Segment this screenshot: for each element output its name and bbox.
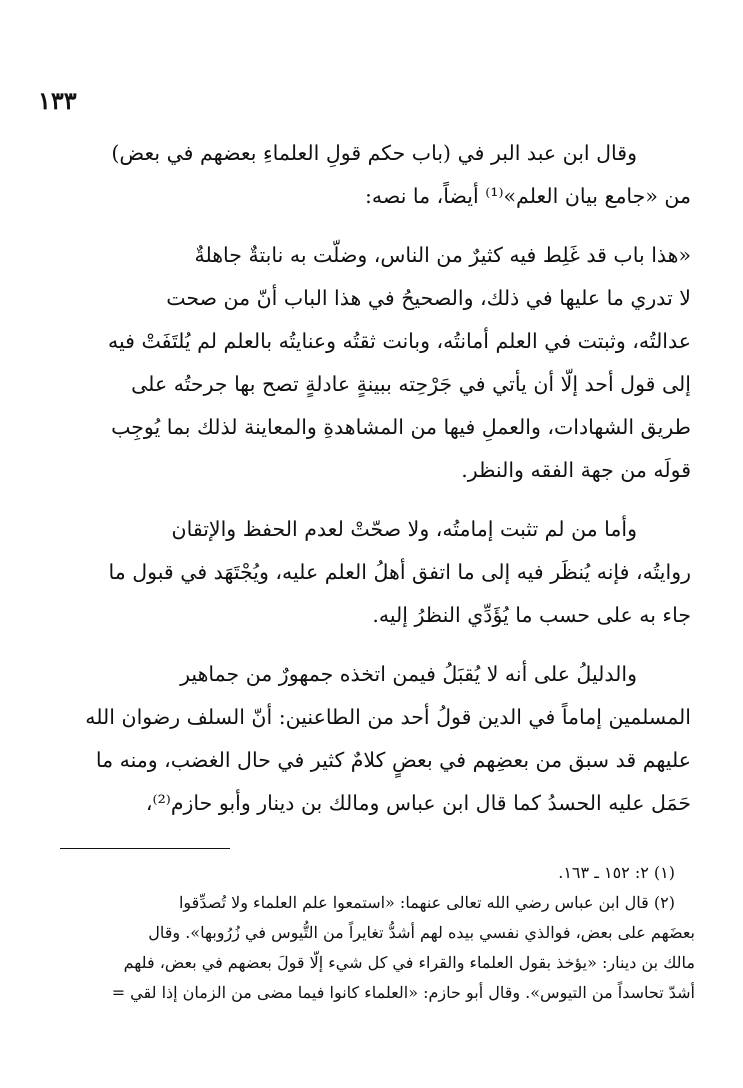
text-line: والدليلُ على أنه لا يُقبَلُ فيمن اتخذه جمهورٌ من جماهير [180,662,637,686]
text-line: من «جامع بيان العلم»⁽¹⁾ أيضاً، ما نصه: [365,184,691,208]
main-text [50,132,691,825]
text-line: روايتُه، فإنه يُنظَر فيه إلى ما اتفق أهلُ العلم عليه، ويُجْتَهَد في قبول ما [108,560,691,584]
text-line: قولَه من جهة الفقه والنظر. [461,458,691,482]
text-line: «هذا باب قد غَلِط فيه كثيرٌ من الناس، وضلّت به نابتةٌ جاهلةٌ [194,243,691,267]
text-line: إلى قول أحد إلّا أن يأتي في جَرْحِته ببينةٍ عادلةٍ تصح بها جرحتُه على [131,372,691,396]
footnote-2-line: مالك بن دينار: «يؤخذ بقول العلماء والقراء في كل شيء إلّا قولَ بعضهم في بعض، فلهم [123,953,695,972]
text-line: المسلمين إماماً في الدين قولُ أحد من الطاعنين: أنّ السلف رضوان الله [85,705,691,729]
footnote-2-line: أشدّ تحاسداً من التيوس». وقال أبو حازم: «العلماء كانوا فيما مضى من الزمان إذا لقي = [111,983,695,1002]
footnote-2-line: بعضَهم على بعض، فوالذي نفسي بيده لهم أشدُّ تغايراً من التُّيوس في زُرُوبها». وقال [148,923,695,942]
text-line: عليهم قد سبق من بعضِهم في بعضٍ كلامٌ كثير في حال الغضب، ومنه ما [95,748,691,772]
text-line: وأما من لم تثبت إمامتُه، ولا صحّتْ لعدم الحفظ والإتقان [171,517,637,541]
paragraph-3 [50,653,691,825]
text-line: طريق الشهادات، والعملِ فيها من المشاهدةِ والمعاينة لذلك بما يُوجِب [111,415,691,439]
text-line: حَمَل عليه الحسدُ كما قال ابن عباس ومالك بن دينار وأبو حازم⁽²⁾، [145,791,691,815]
text-line: جاء به على حسب ما يُؤَدِّي النظرُ إليه. [372,603,691,627]
paragraph-2 [50,508,691,637]
text-line: لا تدري ما عليها في ذلك، والصحيحُ في هذا الباب أنّ من صحت [166,286,691,310]
text-line: عدالتُه، وثبتت في العلم أمانتُه، وبانت ثقتُه وعنايتُه بالعلم لم يُلتَفَتْ فيه [107,329,691,353]
page-number: ١٣٣ [38,86,77,115]
footnotes [38,858,695,1008]
quote-paragraph [50,234,691,492]
footnote-separator [60,848,230,849]
text-line: وقال ابن عبد البر في (باب حكم قولِ العلماءِ بعضهم في بعض) [111,141,637,165]
footnote-1: (١) ٢: ١٥٢ ـ ١٦٣. [558,863,675,882]
intro-paragraph [50,132,691,218]
footnote-2-line: (٢) قال ابن عباس رضي الله تعالى عنهما: «استمعوا علم العلماء ولا تُصدِّقوا [178,893,675,912]
